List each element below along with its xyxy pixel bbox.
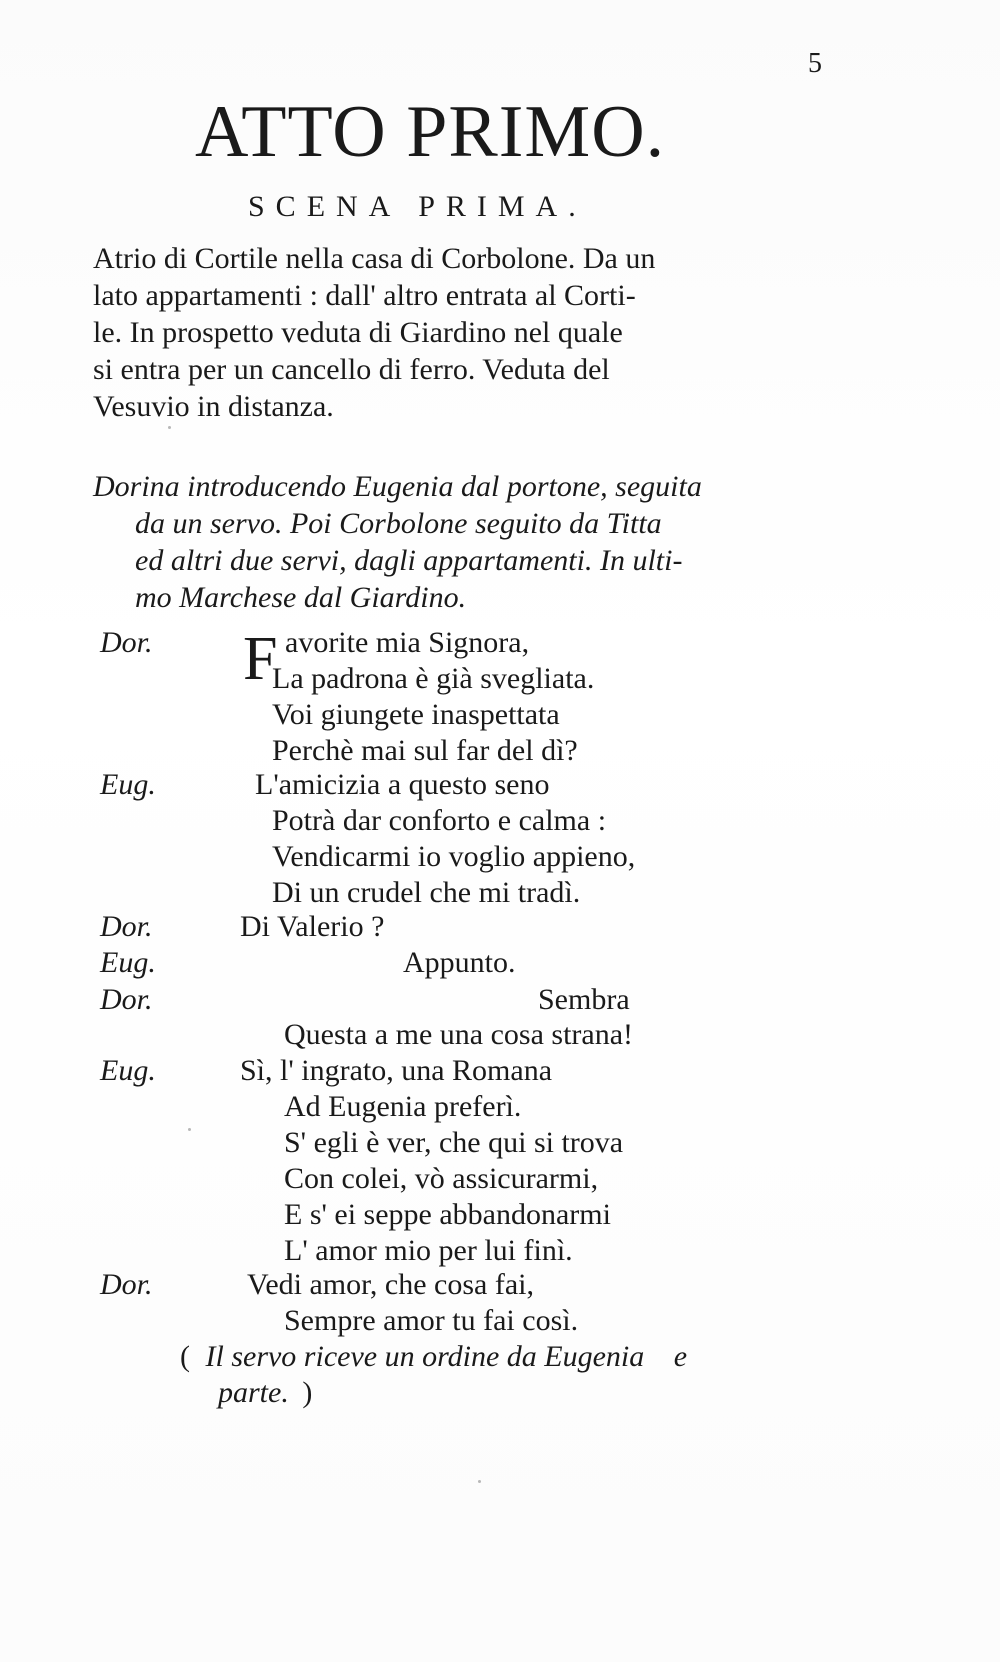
closing-direction-trailing: e [673, 1340, 688, 1373]
verse-line: Potrà dar conforto e calma : [272, 804, 607, 837]
stage-direction-line: mo Marchese dal Giardino. [135, 581, 467, 614]
stage-direction-line: Dorina introducendo Eugenia dal portone, seguita [93, 470, 702, 503]
speaker-label: Eug. [100, 768, 156, 801]
verse-line: Ad Eugenia preferì. [284, 1090, 522, 1123]
drop-cap: F [243, 625, 278, 693]
verse-line: Appunto. [403, 946, 516, 979]
closing-stage-direction [180, 1340, 687, 1374]
speaker-label: Eug. [100, 946, 156, 979]
verse-line: Sì, l' ingrato, una Romana [240, 1054, 553, 1087]
closing-stage-direction-continued [218, 1376, 312, 1410]
speaker-label: Eug. [100, 1054, 156, 1087]
verse-line: Vedi amor, che cosa fai, [247, 1268, 535, 1301]
speaker-label: Dor. [100, 1268, 153, 1301]
verse-line: S' egli è ver, che qui si trova [284, 1126, 624, 1159]
closing-direction-line: parte. [218, 1376, 289, 1409]
setting-line: lato appartamenti : dall' altro entrata al Corti- [93, 279, 636, 312]
verse-line: avorite mia Signora, [285, 626, 530, 659]
verse-line: Voi giungete inaspettata [272, 698, 560, 731]
page-number: 5 [808, 48, 822, 79]
verse-line: Sembra [538, 983, 630, 1016]
verse-line: Vendicarmi io voglio appieno, [272, 840, 636, 873]
setting-line: Vesuvio in distanza. [93, 390, 334, 423]
setting-line: Atrio di Cortile nella casa di Corbolone. Da un [93, 242, 656, 275]
setting-line: si entra per un cancello di ferro. Veduta del [93, 353, 610, 386]
verse-line: Questa a me una cosa strana! [284, 1018, 634, 1051]
scene-title: SCENA PRIMA. [248, 190, 587, 223]
verse-line: Sempre amor tu fai così. [284, 1304, 579, 1337]
print-speck [168, 426, 171, 429]
verse-line: L' amor mio per lui finì. [284, 1234, 573, 1267]
verse-line: Con colei, vò assicurarmi, [284, 1162, 599, 1195]
verse-line: E s' ei seppe abbandonarmi [284, 1198, 611, 1231]
verse-line: Perchè mai sul far del dì? [272, 734, 578, 767]
stage-direction-line: da un servo. Poi Corbolone seguito da Titta [135, 507, 662, 540]
speaker-label: Dor. [100, 910, 153, 943]
print-speck [188, 1128, 191, 1131]
speaker-label: Dor. [100, 626, 153, 659]
setting-line: le. In prospetto veduta di Giardino nel quale [93, 316, 623, 349]
verse-line: Di Valerio ? [240, 910, 385, 943]
closing-direction-line: Il servo riceve un ordine da Eugenia [205, 1340, 645, 1373]
print-speck [478, 1480, 481, 1483]
verse-line: Di un crudel che mi tradì. [272, 876, 581, 909]
speaker-label: Dor. [100, 983, 153, 1016]
stage-direction-line: ed altri due servi, dagli appartamenti. In ulti- [135, 544, 683, 577]
verse-line: L'amicizia a questo seno [255, 768, 550, 801]
open-parenthesis: ( [180, 1340, 190, 1373]
act-title: ATTO PRIMO. [195, 91, 666, 173]
close-parenthesis: ) [302, 1376, 313, 1409]
setting-description [93, 240, 893, 425]
stage-direction [93, 468, 913, 616]
verse-line: La padrona è già svegliata. [272, 662, 595, 695]
